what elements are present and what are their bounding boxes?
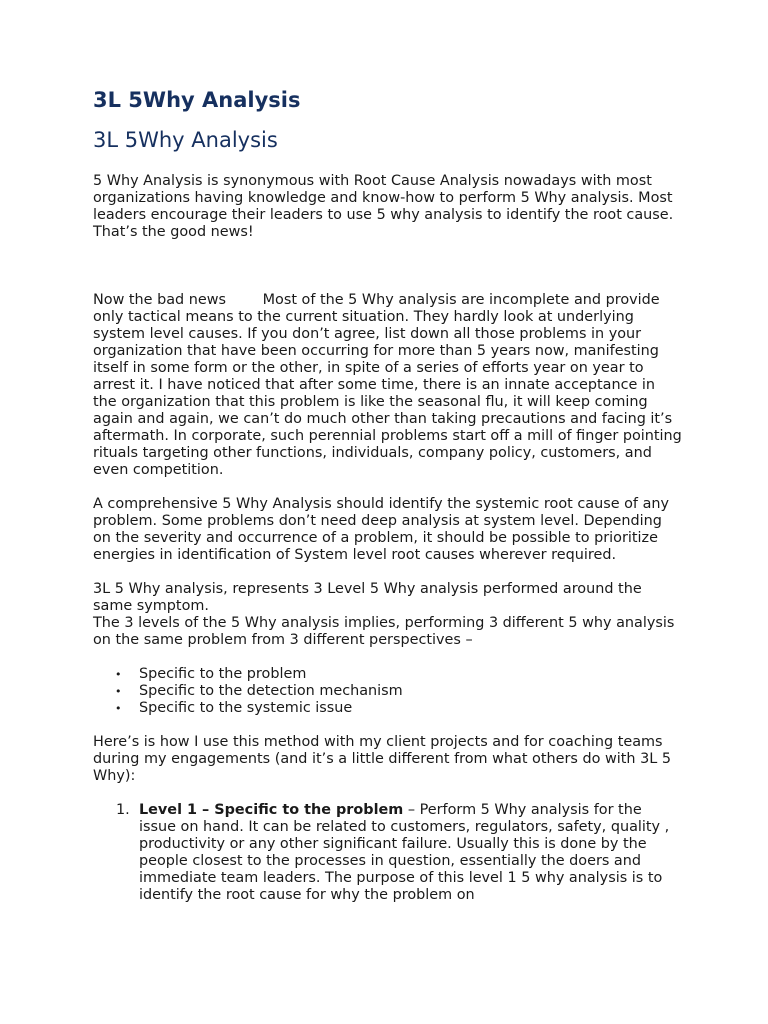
document-page <box>93 86 687 904</box>
intro-paragraph: 5 Why Analysis is synonymous with Root Cause Analysis nowadays with most organizations having knowledge and know-how to perform 5 Why analysis. Most leaders encourage their leaders to use 5 why analysis to identify the root cause. That’s the good news! <box>93 173 674 240</box>
bad-news-paragraph: Now the bad news Most of the 5 Why analysis are incomplete and provide only tactical means to the current situation. They hardly look at underlying system level causes. If you don’t agree, list down all those problems in your organization that have been occurring for more than 5 years now, manifesting itself in some form or the other, in spite of a series of efforts year on year to arrest it. I have noticed that after some time, there is an innate acceptance in the organization that this problem is like the seasonal flu, it will keep coming again and again, we can’t do much other than taking precautions and facing it’s aftermath. In corporate, such perennial problems start off a mill of finger pointing rituals targeting other functions, individuals, company policy, customers, and even competition. <box>93 292 687 478</box>
three-level-paragraph: 3L 5 Why analysis, represents 3 Level 5 Why analysis performed around the same symptom. <box>93 581 642 614</box>
document-subtitle: 3L 5Why Analysis <box>93 128 278 152</box>
level-heading: Level 1 – Specific to the problem <box>139 802 404 818</box>
list-item: • Specific to the detection mechanism <box>139 683 683 700</box>
level-item <box>116 802 683 904</box>
levels-list <box>93 802 683 904</box>
level-text: – Perform 5 Why analysis for the issue on hand. It can be related to customers, regulators, safety, quality , productivity or any other significant failure. Usually this is done by the people closest to the processes in question, essentially the doers and immediate team leaders. The purpose of this level 1 5 why analysis is to identify the root cause for why the problem on <box>139 802 670 903</box>
level-number: 1. <box>116 802 130 818</box>
list-item: • Specific to the problem <box>139 666 683 683</box>
comprehensive-paragraph: A comprehensive 5 Why Analysis should identify the systemic root cause of any problem. Some problems don’t need deep analysis at system level. Depending on the severity and occurrence of a problem, it should be possible to prioritize energies in identification of System level root causes wherever required. <box>93 496 670 563</box>
perspectives-list <box>93 666 683 717</box>
document-title: 3L 5Why Analysis <box>93 88 301 112</box>
list-item: • Specific to the systemic issue <box>139 700 683 717</box>
how-i-use-paragraph: Here’s is how I use this method with my client projects and for coaching teams during my engagements (and it’s a little different from what others do with 3L 5 Why): <box>93 734 671 784</box>
three-levels-implies-paragraph: The 3 levels of the 5 Why analysis implies, performing 3 different 5 why analysis on the same problem from 3 different perspectives – <box>93 615 675 648</box>
